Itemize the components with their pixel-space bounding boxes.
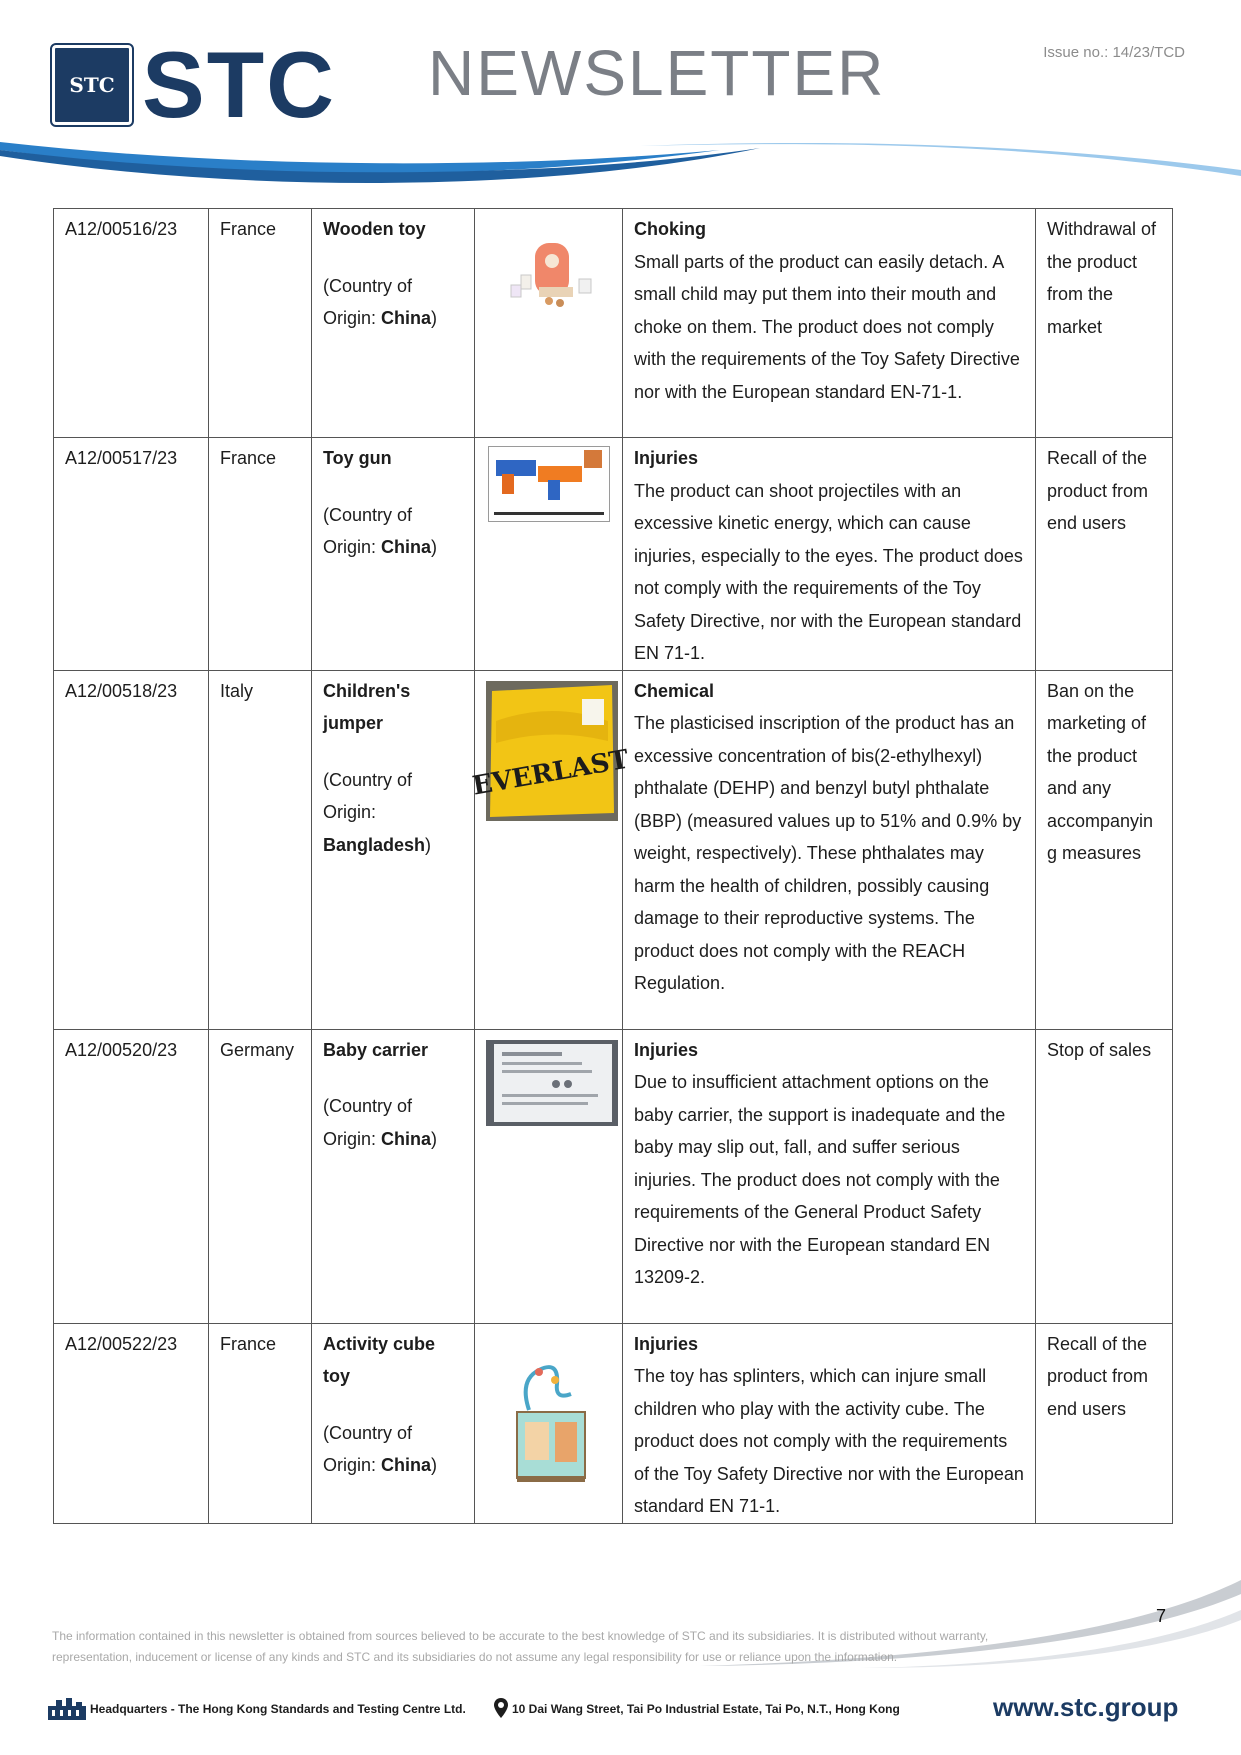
table-row [54, 1323, 1173, 1523]
risk-cell [623, 209, 1036, 438]
reference-cell: A12/00520/23 [54, 1029, 209, 1323]
location-pin-icon [494, 1698, 508, 1718]
country-cell: France [209, 1323, 312, 1523]
risk-cell [623, 670, 1036, 1029]
risk-title: Injuries [634, 1039, 699, 1060]
disclaimer-text: The information contained in this newsletter is obtained from sources believed to be accurate to the best knowledge of STC and its subsidiaries. It is distributed without warranty, representation, inducement or license of any kinds and STC and its subsidiaries do not assume any legal responsibility for use or reliance upon the information. [52, 1629, 989, 1664]
risk-title: Chemical [634, 680, 715, 701]
risk-description: The toy has splinters, which can injure small children who play with the activity cube. The product does not comply with the requirements of the Toy Safety Directive nor with the European standard EN 71-1. [634, 1366, 1024, 1516]
building-icon [48, 1698, 86, 1720]
risk-title: Choking [634, 219, 706, 239]
country-cell: France [209, 438, 312, 671]
issue-number: Issue no.: 14/23/TCD [1043, 44, 1185, 61]
product-name: Toy gun [323, 448, 392, 468]
baby-carrier-image [486, 1040, 618, 1126]
measure-cell: Stop of sales [1036, 1029, 1173, 1323]
recall-table [53, 208, 1173, 1524]
stc-logo-mark: STC [52, 45, 132, 125]
image-cell [475, 209, 623, 438]
risk-cell [623, 1323, 1036, 1523]
origin-label: (Country of [323, 1096, 413, 1116]
reference-cell: A12/00518/23 [54, 670, 209, 1029]
risk-description: Due to insufficient attachment options on the baby carrier, the support is inadequate and the baby may slip out, fall, and suffer serious injuries. The product does not comply with the requirements of the General Product Safety Directive nor with the European standard EN 13209-2. [634, 1072, 1006, 1287]
origin-line: Origin: China) [323, 537, 438, 557]
country-cell: France [209, 209, 312, 438]
origin-country: China [381, 1128, 432, 1149]
origin-line: Origin: China) [323, 1455, 438, 1475]
country-cell: Germany [209, 1029, 312, 1323]
product-cell [312, 1029, 475, 1323]
risk-cell [623, 438, 1036, 671]
risk-description: The plasticised inscription of the product has an excessive concentration of bis(2-ethylhexyl) phthalate (DEHP) and benzyl butyl phthalate (BBP) (measured values up to 51% and 0.9% by weight, respectively). These phthalates may harm the health of children, possibly causing damage to their reproductive systems. The product does not comply with the REACH Regulation. [634, 713, 1022, 993]
product-cell [312, 670, 475, 1029]
activity-cube-image [499, 1350, 599, 1490]
product-cell [312, 438, 475, 671]
table-row [54, 438, 1173, 671]
newsletter-title: NEWSLETTER [428, 37, 886, 109]
product-cell [312, 209, 475, 438]
jumper-print-text: EVERLAST [470, 744, 632, 802]
origin-label: (Country of [323, 504, 413, 525]
country-cell: Italy [209, 670, 312, 1029]
origin-country: China [381, 537, 432, 557]
image-cell [475, 438, 623, 671]
page-number: 7 [1156, 1606, 1167, 1626]
product-name: Baby carrier [323, 1039, 429, 1060]
measure-cell: Withdrawal of the product from the market [1036, 209, 1173, 438]
origin-label: (Country of [323, 1422, 413, 1443]
table-row [54, 670, 1173, 1029]
origin-country: Bangladesh [323, 834, 426, 855]
stc-logo-text: STC [142, 32, 336, 137]
website-link[interactable]: www.stc.group [993, 1692, 1179, 1722]
image-cell [475, 1029, 623, 1323]
origin-line: Origin: Bangladesh) [323, 802, 432, 855]
product-cell [312, 1323, 475, 1523]
image-cell [470, 670, 632, 1029]
wooden-toy-image [499, 221, 599, 319]
risk-cell [623, 1029, 1036, 1323]
image-cell [475, 1323, 623, 1523]
footer-contact-bar [48, 1692, 1198, 1724]
origin-label: (Country of [323, 275, 413, 296]
risk-description: The product can shoot projectiles with an excessive kinetic energy, which can cause injuries, especially to the eyes. The product does not comply with the requirements of the Toy Safety Directive, nor with the European standard EN 71-1. [634, 480, 1023, 663]
risk-description: Small parts of the product can easily detach. A small child may put them into their mouth and choke on them. The product does not comply with the requirements of the Toy Safety Directive nor with the European standard EN-71-1. [634, 251, 1020, 402]
measure-cell: Recall of the product from end users [1036, 438, 1173, 671]
product-name: Activity cube toy [323, 1333, 436, 1386]
risk-title: Injuries [634, 448, 699, 468]
table-row [54, 209, 1173, 438]
reference-cell: A12/00516/23 [54, 209, 209, 438]
product-name: Wooden toy [323, 219, 426, 239]
reference-cell: A12/00517/23 [54, 438, 209, 671]
measure-cell: Recall of the product from end users [1036, 1323, 1173, 1523]
address-text: 10 Dai Wang Street, Tai Po Industrial Estate, Tai Po, N.T., Hong Kong [512, 1702, 900, 1716]
table-row [54, 1029, 1173, 1323]
origin-line: Origin: China) [323, 308, 438, 328]
risk-title: Injuries [634, 1333, 699, 1354]
origin-label: (Country of [323, 769, 413, 790]
childrens-jumper-image [470, 681, 632, 821]
reference-cell: A12/00522/23 [54, 1323, 209, 1523]
origin-line: Origin: China) [323, 1128, 438, 1149]
product-name: Children's jumper [323, 680, 411, 733]
origin-country: China [381, 1455, 432, 1475]
headquarters-text: Headquarters - The Hong Kong Standards and Testing Centre Ltd. [90, 1702, 466, 1716]
measure-cell: Ban on the marketing of the product and any accompanyin g measures [1036, 670, 1173, 1029]
header-swoosh-decoration [0, 138, 1241, 198]
origin-country: China [381, 308, 432, 328]
stc-logo [52, 32, 336, 137]
toy-gun-image [488, 446, 610, 522]
